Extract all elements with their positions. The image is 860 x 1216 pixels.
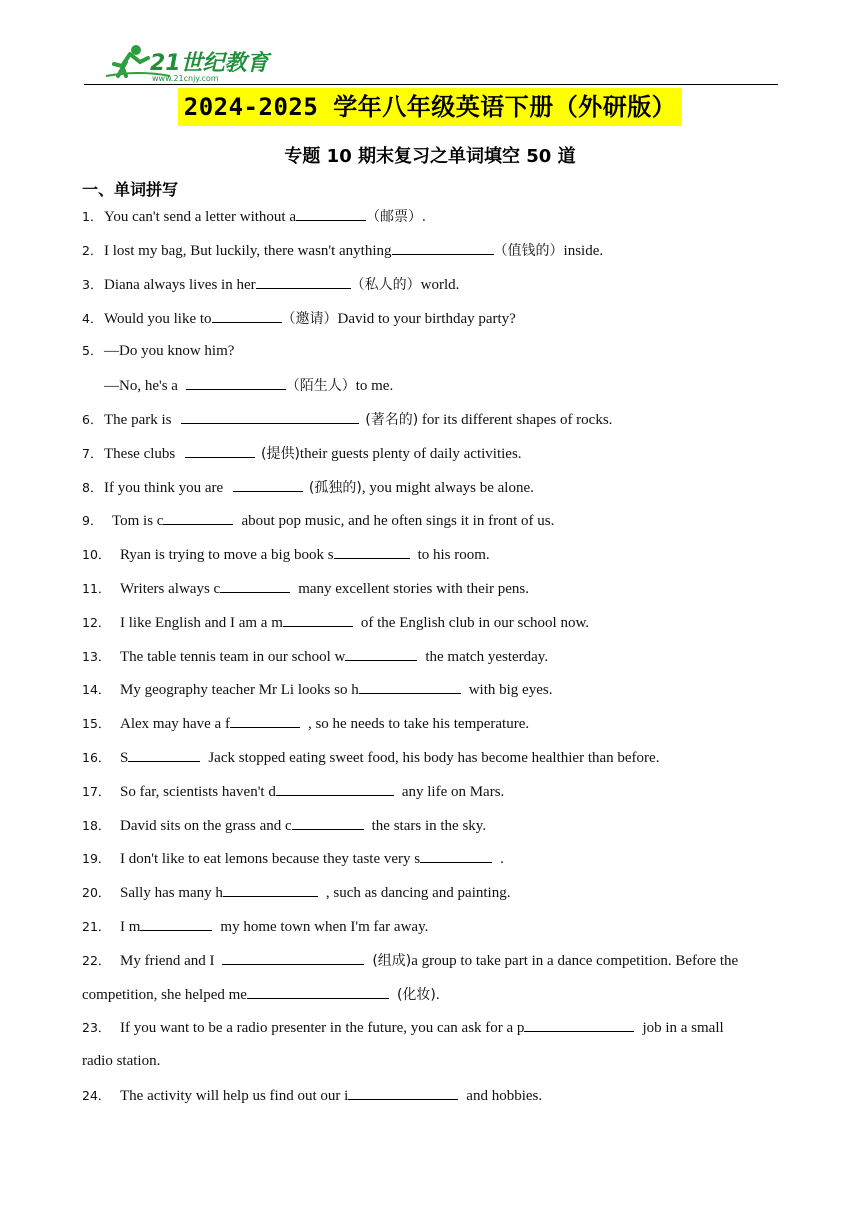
question-row: 21． I m my home town when I'm far away. (82, 916, 428, 937)
answer-blank[interactable] (524, 1017, 634, 1032)
answer-blank[interactable] (220, 578, 290, 593)
question-row: radio station. (82, 1053, 161, 1069)
question-row: 2． I lost my bag, But luckily, there wasn't anything （值钱的）inside. (82, 240, 603, 261)
header-divider (84, 84, 778, 85)
question-row: 17． So far, scientists haven't d any life on Mars. (82, 781, 504, 802)
answer-blank[interactable] (212, 308, 282, 323)
question-row: 13． The table tennis team in our school w the match yesterday. (82, 646, 548, 667)
question-row: 8． If you think you are (孤独的), you might always be alone. (82, 477, 534, 498)
question-row: 16． S Jack stopped eating sweet food, his body has become healthier than before. (82, 747, 659, 768)
answer-blank[interactable] (345, 646, 417, 661)
question-row: 23． If you want to be a radio presenter in the future, you can ask for a p job in a small (82, 1017, 724, 1038)
answer-blank[interactable] (140, 916, 212, 931)
logo (100, 40, 280, 84)
answer-blank[interactable] (359, 679, 461, 694)
question-row: 6． The park is (著名的) for its different shapes of rocks. (82, 409, 612, 430)
answer-blank[interactable] (247, 984, 389, 999)
question-row: 12． I like English and I am a m of the English club in our school now. (82, 612, 589, 633)
runner-logo-icon (100, 40, 280, 84)
question-row: —No, he's a （陌生人）to me. (104, 375, 393, 396)
question-row: 18． David sits on the grass and c the stars in the sky. (82, 815, 486, 836)
page-subtitle: 专题 10 期末复习之单词填空 50 道 (284, 146, 576, 167)
question-row: 15． Alex may have a f , so he needs to take his temperature. (82, 713, 529, 734)
section-heading: 一、单词拼写 (82, 180, 179, 199)
question-row: 10． Ryan is trying to move a big book s to his room. (82, 544, 490, 565)
answer-blank[interactable] (292, 815, 364, 830)
answer-blank[interactable] (181, 409, 359, 424)
question-row: competition, she helped me (化妆). (82, 984, 440, 1005)
question-row: 24． The activity will help us find out our i and hobbies. (82, 1085, 542, 1106)
question-row: 5． —Do you know him? (82, 343, 235, 359)
answer-blank[interactable] (296, 206, 366, 221)
question-row: 9． Tom is c about pop music, and he often sings it in front of us. (82, 510, 554, 531)
answer-blank[interactable] (128, 747, 200, 762)
question-row: 19． I don't like to eat lemons because they taste very s . (82, 848, 504, 869)
page-title: 2024-2025 学年八年级英语下册（外研版） (178, 88, 683, 126)
answer-blank[interactable] (186, 375, 286, 390)
answer-blank[interactable] (256, 274, 351, 289)
answer-blank[interactable] (233, 477, 303, 492)
question-row: 11． Writers always c many excellent stories with their pens. (82, 578, 529, 599)
answer-blank[interactable] (334, 544, 410, 559)
answer-blank[interactable] (348, 1085, 458, 1100)
logo-url: www.21cnjy.com (152, 74, 219, 83)
logo-text: 21世纪教育 (150, 51, 269, 76)
answer-blank[interactable] (185, 443, 255, 458)
question-row: 4． Would you like to （邀请）David to your birthday party? (82, 308, 516, 329)
answer-blank[interactable] (163, 510, 233, 525)
answer-blank[interactable] (392, 240, 494, 255)
answer-blank[interactable] (223, 882, 318, 897)
question-row: 14． My geography teacher Mr Li looks so h with big eyes. (82, 679, 552, 700)
question-row: 3． Diana always lives in her （私人的）world. (82, 274, 459, 295)
answer-blank[interactable] (276, 781, 394, 796)
answer-blank[interactable] (420, 848, 492, 863)
question-row: 7． These clubs (提供)their guests plenty of daily activities. (82, 443, 522, 464)
answer-blank[interactable] (230, 713, 300, 728)
question-row: 20． Sally has many h , such as dancing and painting. (82, 882, 510, 903)
question-row: 22． My friend and I (组成)a group to take part in a dance competition. Before the (82, 950, 738, 971)
answer-blank[interactable] (283, 612, 353, 627)
answer-blank[interactable] (222, 950, 364, 965)
title-wrap (0, 88, 860, 126)
question-row: 1． You can't send a letter without a （邮票）. (82, 206, 426, 227)
